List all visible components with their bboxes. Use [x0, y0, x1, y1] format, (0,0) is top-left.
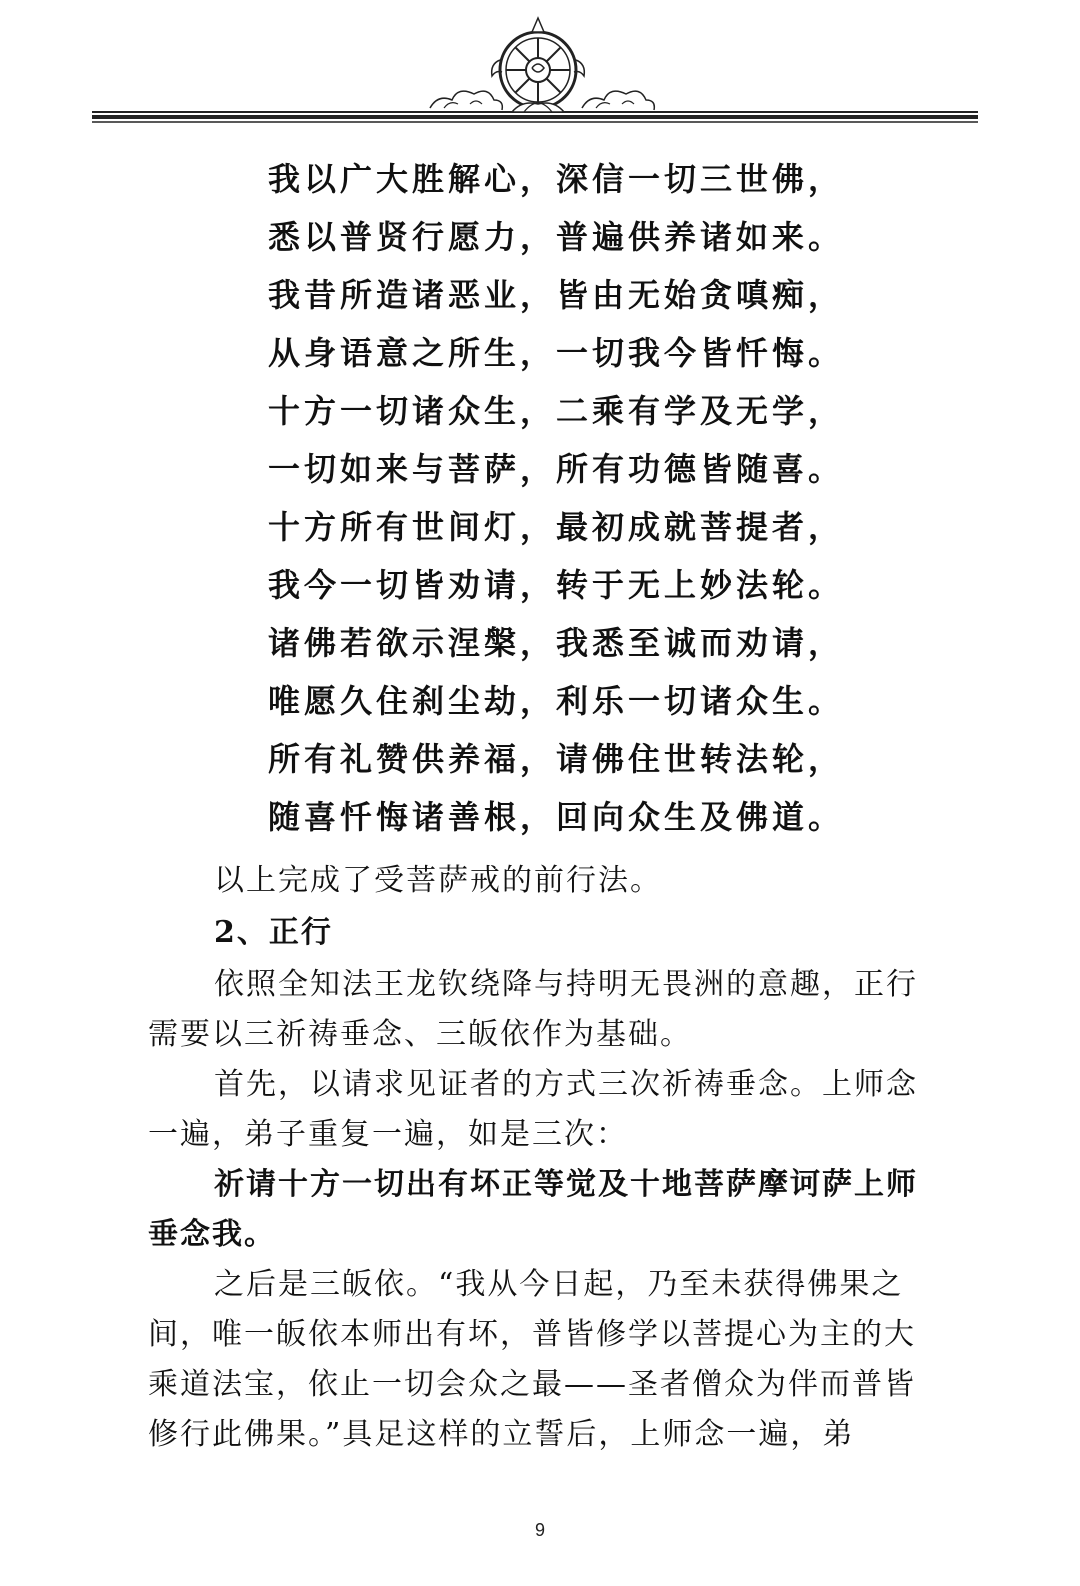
verse-block — [268, 150, 845, 846]
verse-line: 从身语意之所生，一切我今皆忏悔。 — [268, 334, 845, 372]
page-number: 9 — [534, 1520, 545, 1540]
body-text — [148, 856, 923, 1460]
paragraph-first-supplication: 首先，以请求见证者的方式三次祈祷垂念。上师念一遍，弟子重复一遍，如是三次： — [148, 1067, 918, 1152]
paragraph-preliminary-complete: 以上完成了受菩萨戒的前行法。 — [214, 863, 662, 898]
verse-line: 所有礼赞供养福，请佛住世转法轮， — [268, 740, 845, 778]
verse-line: 随喜忏悔诸善根，回向众生及佛道。 — [268, 798, 845, 836]
verse-line: 诸佛若欲示涅槃，我悉至诚而劝请， — [268, 624, 845, 662]
verse-line: 我昔所造诸恶业，皆由无始贪嗔痴， — [268, 276, 845, 314]
verse-line: 悉以普贤行愿力，普遍供养诸如来。 — [268, 218, 845, 256]
paragraph-supplication-text: 祈请十方一切出有坏正等觉及十地菩萨摩诃萨上师垂念我。 — [148, 1167, 918, 1252]
verse-line: 唯愿久住刹尘劫，利乐一切诸众生。 — [268, 682, 845, 720]
verse-line: 我今一切皆劝请，转于无上妙法轮。 — [268, 566, 845, 604]
paragraph-main-practice: 依照全知法王龙钦绕降与持明无畏洲的意趣，正行需要以三祈祷垂念、三皈依作为基础。 — [148, 967, 918, 1052]
verse-line: 十方一切诸众生，二乘有学及无学， — [268, 392, 845, 430]
verse-line: 十方所有世间灯，最初成就菩提者， — [268, 508, 845, 546]
section-heading: 2、正行 — [214, 915, 333, 950]
header-ornament — [0, 0, 1080, 140]
paragraph-refuge: 之后是三皈依。“我从今日起，乃至未获得佛果之间，唯一皈依本师出有坏，普皆修学以菩提心为主的大乘道法宝，依止一切会众之最——圣者僧众为伴而普皆修行此佛果。”具足这样的立誓后，上师念一遍，弟 — [148, 1267, 916, 1452]
verse-line: 一切如来与菩萨，所有功德皆随喜。 — [268, 450, 845, 488]
verse-line: 我以广大胜解心，深信一切三世佛， — [268, 160, 845, 198]
dharma-wheel-icon — [0, 0, 1080, 140]
